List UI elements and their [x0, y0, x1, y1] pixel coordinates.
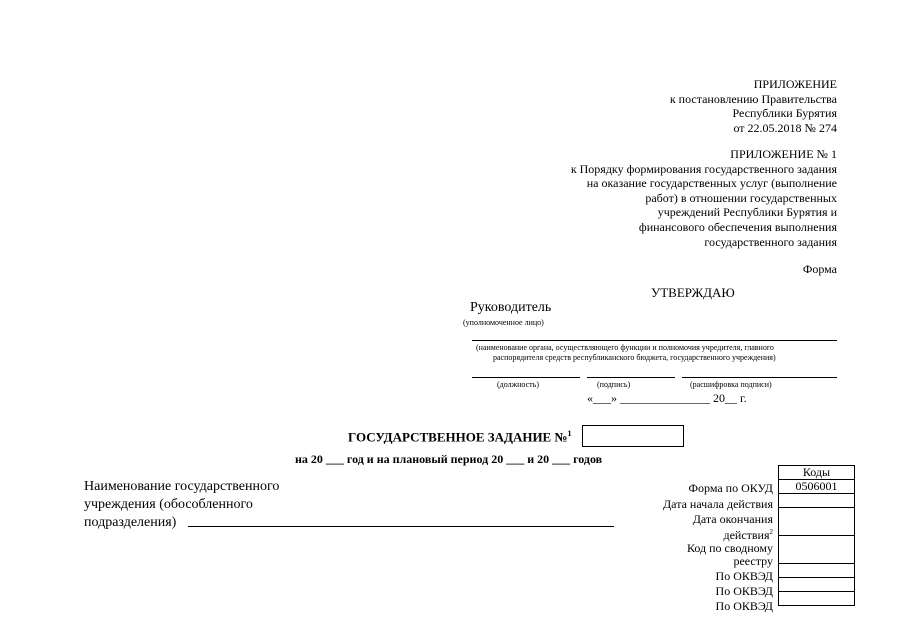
appendix-1-block [537, 77, 837, 135]
appendix-2-line: учреждений Республики Бурятия и [657, 205, 837, 220]
code-cell-registry[interactable] [779, 536, 855, 564]
appendix-2-line: на оказание государственных услуг (выполнение [586, 176, 837, 191]
code-label-okved: По ОКВЭД [715, 569, 773, 583]
head-label: Руководитель [470, 300, 552, 315]
institution-label-1: Наименование государственного [84, 479, 280, 494]
code-label-registry [687, 542, 773, 568]
code-cell-start-date[interactable] [779, 494, 855, 508]
appendix-2-line: работ) в отношении государственных [645, 190, 837, 205]
signature-note: (подпись) [597, 380, 631, 389]
approve-title: УТВЕРЖДАЮ [651, 285, 735, 300]
code-label-okved: По ОКВЭД [715, 599, 773, 613]
decoding-note: (расшифровка подписи) [690, 380, 772, 389]
code-label-end-date-line2: действия$^2$ [723, 528, 773, 542]
signature-line [587, 377, 675, 378]
appendix-2-block [497, 147, 837, 249]
appendix-1-line: Республики Бурятия [732, 106, 837, 121]
task-title [348, 429, 572, 445]
decoding-line [682, 377, 837, 378]
code-label-okved: По ОКВЭД [715, 584, 773, 598]
institution-label-3: подразделения) [84, 515, 177, 530]
position-note: (должность) [497, 380, 539, 389]
institution-label-2: учреждения (обособленного [84, 497, 253, 512]
org-line [472, 340, 837, 341]
form-label: Форма [802, 262, 837, 276]
appendix-1-title: ПРИЛОЖЕНИЕ [753, 77, 837, 91]
codes-header: Коды [779, 466, 855, 480]
task-number-field[interactable] [582, 425, 684, 447]
appendix-2-line: финансового обеспечения выполнения [638, 219, 837, 234]
task-footnote: 1 [567, 429, 572, 438]
org-note: (наименование органа, осуществляющего функции и полномочия учредителя, главного [476, 343, 774, 352]
position-line [472, 377, 580, 378]
code-label-registry-line1: Код по сводному [686, 541, 773, 555]
appendix-1-line: от 22.05.2018 № 274 [733, 120, 837, 135]
task-title-text: ГОСУДАРСТВЕННОЕ ЗАДАНИЕ № [348, 429, 568, 445]
appendix-2-title: ПРИЛОЖЕНИЕ № 1 [730, 147, 837, 161]
code-label-start-date: Дата начала действия [663, 497, 773, 511]
appendix-1-line: к постановлению Правительства [669, 91, 837, 106]
approval-date: «___» _______________ 20__ г. [587, 391, 747, 405]
code-cell-okved[interactable] [779, 564, 855, 578]
code-cell-okved[interactable] [779, 578, 855, 592]
code-cell-end-date[interactable] [779, 508, 855, 536]
appendix-2-line: государственного задания [704, 234, 837, 249]
institution-name-line[interactable] [188, 526, 614, 527]
code-cell-okud[interactable]: 0506001 [779, 480, 855, 494]
code-label-end-date-line1: Дата окончания [692, 512, 773, 526]
code-label-end-date [693, 513, 773, 542]
task-period: на 20 ___ год и на плановый период 20 ___ и 20 ___ годов [295, 452, 603, 466]
appendix-2-line: к Порядку формирования государственного задания [570, 161, 837, 176]
code-label-registry-line2: реестру [733, 554, 773, 568]
code-cell-okved[interactable] [779, 592, 855, 606]
head-note: (уполномоченное лицо) [463, 318, 544, 327]
codes-table [778, 465, 855, 606]
code-label-okud: Форма по ОКУД [688, 481, 773, 495]
org-note: распорядителя средств республиканского бюджета, государственного учреждения) [493, 353, 776, 362]
